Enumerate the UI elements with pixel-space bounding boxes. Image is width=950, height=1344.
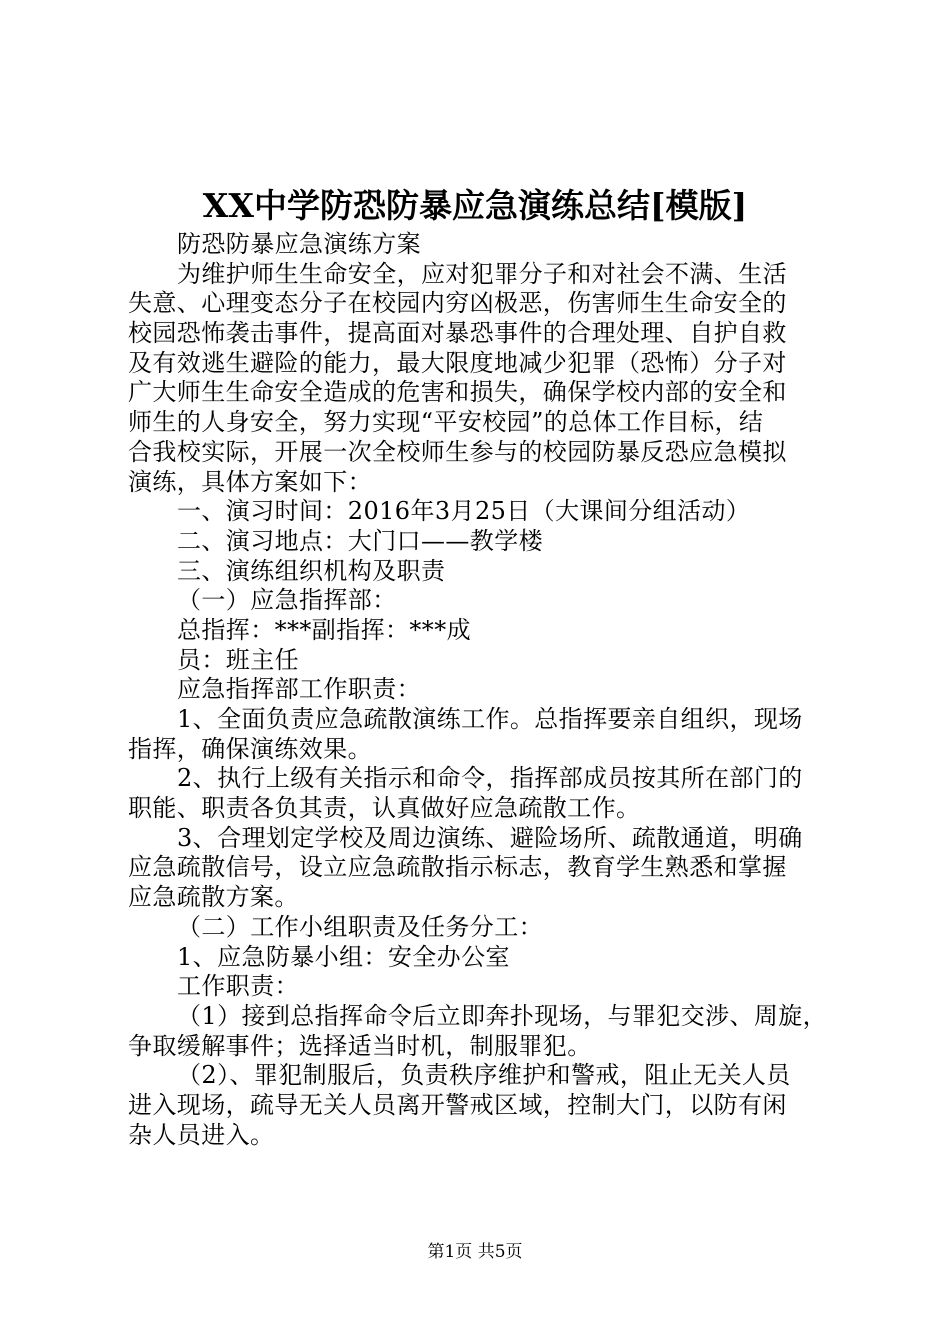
body-line: 职能、职责各负其责，认真做好应急疏散工作。 [128,794,641,823]
body-line: 师生的人身安全，努力实现“平安校园”的总体工作目标，结 [128,408,764,437]
body-line: （1）接到总指挥命令后立即奔扑现场，与罪犯交涉、周旋， [177,1001,828,1030]
body-line: 员：班主任 [177,645,299,674]
body-line: 广大师生生命安全造成的危害和损失，确保学校内部的安全和 [128,378,787,407]
body-line: 一、演习时间：2016年3月25日（大课间分组活动） [177,497,751,526]
body-line: 1、应急防暴小组：安全办公室 [177,942,510,971]
body-line: 工作职责： [177,972,299,1001]
body-line: 演练，具体方案如下： [128,467,372,496]
body-line: 失意、心理变态分子在校园内穷凶极恶，伤害师生生命安全的 [128,289,787,318]
body-line: 合我校实际，开展一次全校师生参与的校园防暴反恐应急模拟 [128,437,787,466]
body-line: 应急指挥部工作职责： [177,675,421,704]
document-title: XX中学防恐防暴应急演练总结[模版] [202,186,748,225]
body-line: 杂人员进入。 [128,1120,275,1149]
body-line: （二）工作小组职责及任务分工： [177,912,543,941]
body-line: 1、全面负责应急疏散演练工作。总指挥要亲自组织，现场 [177,705,803,733]
page-footer: 第1页 共5页 [427,1242,523,1262]
document-body [128,230,850,1150]
body-line: 指挥，确保演练效果。 [128,734,372,763]
body-line: 为维护师生生命安全，应对犯罪分子和对社会不满、生活 [177,259,787,288]
body-line: （一）应急指挥部： [177,586,397,615]
body-line: 校园恐怖袭击事件，提高面对暴恐事件的合理处理、自护自救 [128,319,787,348]
body-line: 防恐防暴应急演练方案 [177,230,421,258]
body-line: 争取缓解事件；选择适当时机，制服罪犯。 [128,1031,592,1060]
body-line: 应急疏散信号，设立应急疏散指示标志，教育学生熟悉和掌握 [128,853,787,882]
body-line: 总指挥：***副指挥：***成 [177,615,471,644]
body-line: 及有效逃生避险的能力，最大限度地减少犯罪（恐怖）分子对 [128,348,787,377]
body-line: （2）、罪犯制服后，负责秩序维护和警戒，阻止无关人员 [177,1061,791,1090]
body-line: 2、执行上级有关指示和命令，指挥部成员按其所在部门的 [177,764,803,793]
body-line: 应急疏散方案。 [128,883,299,912]
body-line: 三、演练组织机构及职责 [177,556,446,585]
body-line: 进入现场，疏导无关人员离开警戒区域，控制大门，以防有闲 [128,1090,787,1119]
body-line: 3、合理划定学校及周边演练、避险场所、疏散通道，明确 [177,823,803,852]
body-line: 二、演习地点：大门口——教学楼 [177,526,543,555]
